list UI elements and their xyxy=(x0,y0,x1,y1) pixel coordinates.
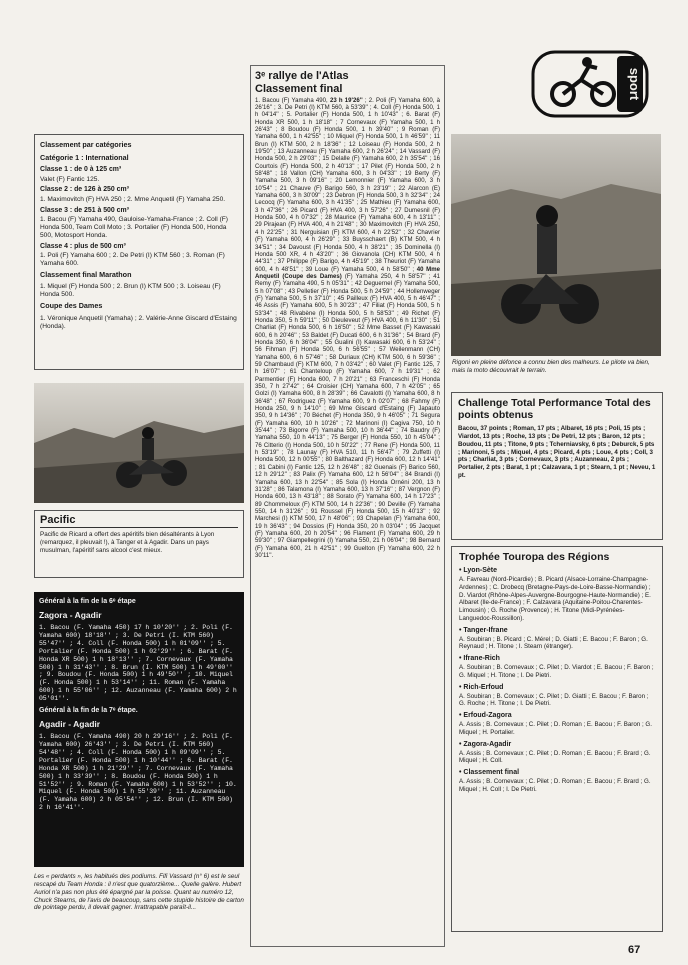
general-stage-6: Zagora - Agadir xyxy=(39,609,102,620)
class-text: 1. Bacou (F) Yamaha 490, Gauloise-Yamaha-France ; 2. Coll (F) Honda 500, Team Coll Moto ; 3. Portalier (F) Honda 500, Honda 500, Motosport Honda. xyxy=(40,215,229,239)
trophee-section-text: A. Assis ; B. Cornevaux ; C. Pilet ; D. Roman ; E. Bacou ; F. Baron ; G. Miquel ; H. Portalier. xyxy=(459,721,652,736)
trophee-section-text: A. Assis ; B. Cornevaux ; C. Pilet ; D. Roman ; E. Bacou ; F. Brard ; G. Miquel ; H. Coll. xyxy=(459,749,651,765)
categories-title: Classement par catégories xyxy=(40,140,132,149)
trophee-section-text: A. Assis ; B. Cornevaux ; C. Pilet ; D. Roman ; E. Bacou ; F. Brard ; G. Miquel ; H. Coll ; I. De Pietri. xyxy=(459,778,651,793)
trophee-section-head: • Ifrane-Rich xyxy=(459,655,500,662)
trophee-section-head: • Rich-Erfoud xyxy=(459,683,504,691)
sport-logo-text: sport xyxy=(627,67,642,101)
caption-right: Rigoni en pleine défonce a connu bien des malheurs. Le pilote va bien, mais la moto découvrait le terrain. xyxy=(452,359,650,374)
marathon-text: 1. Miquel (F) Honda 500 ; 2. Brun (I) KTM 500 ; 3. Loiseau (F) Honda 500. xyxy=(40,283,221,299)
class-head: Classe 3 : de 251 à 500 cm³ xyxy=(40,206,129,214)
page-number: 67 xyxy=(628,944,641,956)
caption-left: Les « perdants », les habitués des podiums. Fifi Vassard (n° 6) est le seul rescapé du Team Honda : il n'est que quatorzième... Quelle galère. Hubert Auriol n'a pas non plus été épargné par la poisse. Quant au numéro 12, Chuck Stearns, de l'avis de beaucoup, sans cette stupide histoire de carton de pointage perdu, il devait gagner. Irrattrapable paraît-il... xyxy=(34,873,244,912)
results-part: (F) Yamaha 250, 4 h 58'57'' ; 41 Remy (F) Yamaha 490, 5 h 05'31'' ; 42 Deguernel (F) Yamaha 500, 5 h 07'08'' ; 43 Pelletier (F) Honda 500, 5 h 24'59'' ; 44 Hollenweger (F) Yamaha 500, 5 h 37'10'' ; 45 Pailleux (F) HVA 400, 5 h 46'47'' ; 46 Assis (F) Yamaha 600, 5 h 30'23'' ; 47 Filiat (F) Honda 500, 5 h 53'34'' ; 48 Rivabène (I) Honda 500, 5 h 58'53'' ; 49 Richet (F) Honda 350, 5 h 59'11'' ; 50 Dieuleveut (F) HVA 400, 6 h 11'30'' ; 51 Charliat (F) Honda 500, 6 h 16'50'' ; 52 Mme Basset (F) Kawasaki 600, 6 h 20'46'' ; 53 Baldet (F) Ducati 600, 6 h 31'36'' ; 54 Brard (F) Honda 350, 6 h 36'04'' ; 55 Gualini (I) Kawasaki 600, 6 h 53'24'' ; 56 Fihman (F) Honda 500, 6 h 56'55'' ; 57 Weilenmann (CH) Yamaha 600, 6 h 57'46'' ; 58 Duriaux (CH) KTM 500, 6 h 59'36'' ; 59 Chambaud (F) KTM 600, 7 h 03'42'' ; 60 Valet (F) Fantic 125, 7 h 16'07'' ; 61 Chanteloup (F) Yamaha 600, 7 h 19'31'' ; 62 Parmentier (F) Honda 600, 7 h 20'21'' ; 63 Franceschi (F) Honda 350, 7 h 27'42'' ; 64 Croisier (CH) Yamaha 600, 7 h 42'05'' ; 65 Golzi (I) Yamaha 600, 8 h 28'39'' ; 66 Cavalotti (I) Yamaha 600, 8 h 36'48'' ; 67 Rodriguez (F) Yamaha 600, 9 h 02'07'' ; 68 Fahmy (F) Honda 250, 9 h 14'10'' ; 69 Mme Giscard d'Estaing (F) Japauto 350, 9 h 14'36'' ; 70 Béchet (F) Honda 350, 9 h 46'05'' ; 71 Segura (F) Yamaha 600, 10 h 10'26'' ; 72 Marinoni (I) Cagiva 750, 10 h 35'44'' ; 73 Bigorre (F) Yamaha 500, 10 h 36'44'' ; 74 Baudry (F) Yamaha 550, 10 h 44'13'' ; 75 Berger (F) Honda 550, 10 h 45'04'' ; 76 Citterio (I) Honda 500, 10 h 50'22'' ; 77 Rene (F) Honda 500, 11 h 53'19'' ; 78 Launay (F) HVA 510, 11 h 56'47'' ; 79 Zuffetti (I) Honda 500, 12 h 00'55'' ; 80 Balthazard (F) Honda 600, 12 h 14'41'' ; 81 Cabini (I) Fantic 125, 12 h 26'48'' ; 82 Guenais (F) Barico 560, 12 h 29'12'' ; 83 Palix (F) Yamaha 600, 12 h 56'04'' ; 84 Brandi (I) Yamaha 600, 13 h 22'54'' ; 85 Sola (I) Honda Ornéni 200, 13 h 31'28'' ; 86 Talamona (I) Yamaha 600, 13 h 37'16'' ; 87 Vergnon (F) Honda 600, 13 h 43'18'' ; 88 Sorato (F) Yamaha 600, 14 h 17'23'' ; 89 Chommeloux (F) KTM 500, 14 h 22'36'' ; 90 Deville (F) Yamaha 550, 14 h 31'26'' ; 91 Roussel (F) Honda 500, 15 h 40'13'' ; 92 Marchesi (I) KTM 500, 17 h 48'06'' ; 93 Chapelan (F) Yamaha 600, 19 h 36'43'' ; 94 Dossios (F) Honda 350, 20 h 03'04'' ; 95 Jacquet (F) Yamaha 600, 20 h 20'54'' ; 96 Flament (F) Yamaha 600, 29 h 59'30'' ; 97 Giampellegrini (I) Yamaha 550, 21 h 06'04'' ; 98 Bernard (F) Yamaha 600, 21 h 42'51'' ; 99 Guelton (F) Yamaha 600, 22 h 30'11''. xyxy=(255,273,441,559)
challenge-box xyxy=(451,392,663,540)
trophee-section-head: • Classement final xyxy=(459,769,520,776)
trophee-section-head: • Erfoud-Zagora xyxy=(459,712,512,719)
trophee-section-head: • Zagora-Agadir xyxy=(459,740,512,748)
trophee-section-text: A. Soubiran ; B. Cornevaux ; C. Pilet ; D. Viardot ; E. Bacou ; F. Baron ; G. Miquel ; H. Titone ; I. De Pietri. xyxy=(459,664,654,679)
dames-text: 1. Véronique Anquetil (Yamaha) ; 2. Valérie-Anne Giscard d'Estaing (Honda). xyxy=(40,314,237,330)
trophee-section-text: A. Favreau (Nord-Picardie) ; B. Picard (Alsace-Lorraine-Champagne-Ardennes) ; C. Drobecq (Bretagne-Pays-de-Loire-Basse-Normandie) ; D. Viardot (Rhône-Alpes-Auvergne-Bourgogne-Haute-Normandie) ; E. Albaret (Ile-de-France) ; F. Calzavara (Aquitaine-Poitou-Charentes-Limousin) ; G. Roche (Provence) ; H. Titone (Midi-Pyrénées-Languedoc-Roussillon). xyxy=(459,576,651,622)
general-title-7: Général à la fin de la 7ᵉ étape. xyxy=(39,707,138,715)
general-text-6: 1. Bacou (F. Yamaha 450) 17 h 10'20'' ; 2. Poli (F. Yamaha 600) 18'18'' ; 3. De Petri (I. KTM 560) 55'47'' ; 4. Coll (F. Honda 500) 1 h 01'09'' ; 5. Portalier (F. Honda 500) 1 h 02'29'' ; 6. Barat (F. Honda XR 500) 1 h 18'13'' ; 7. Cornevaux (F. Yamaha 500) 1 h 31'43'' ; 8. Brun (I. KTM 500) 1 h 49'00'' ; 9. Boudou (F. Honda 500) 1 h 49'50'' ; 10. Miquel (F. Honda 500) 1 h 53'14'' ; 11. Roman (F. Yamaha 600) 1 h 55'06'' ; 12. Auzanneau (F. Yamaha 600) 2 h 05'01''. xyxy=(39,623,237,703)
general-stage-7: Agadir - Agadir xyxy=(39,718,101,729)
rally-title: 3ᵉ rallye de l'Atlas xyxy=(255,70,349,82)
trophee-title: Trophée Touropa des Régions xyxy=(459,551,610,563)
results-part: 1. Bacou (F) Yamaha 490, xyxy=(255,97,330,104)
class-text: 1. Poli (F) Yamaha 600 ; 2. De Petri (I) KTM 560 ; 3. Roman (F) Yamaha 600. xyxy=(40,251,225,267)
sport-logo xyxy=(531,50,649,118)
winner-time: 23 h 19'26'' xyxy=(329,97,363,104)
categories-box xyxy=(34,134,244,370)
class-head: Classe 4 : plus de 500 cm³ xyxy=(40,242,126,250)
trophee-section-text: A. Soubiran ; B. Cornevaux ; C. Pilet ; D. Giatti ; E. Bacou ; F. Baron ; G. Roche ; H. Titone ; I. De Pietri. xyxy=(459,692,649,708)
photo-rider-left xyxy=(34,383,244,503)
rally-subtitle: Classement final xyxy=(255,82,343,95)
class-text: Valet (F) Fantic 125. xyxy=(40,175,100,183)
pacific-text: Pacific de Ricard a offert des apéritifs bien désaltérants à Lyon (remarquez, il pleuvait !), à Tanger et à Agadir. Dans un pays musulman, l'apéritif sans alcool c'est mieux. xyxy=(40,531,215,554)
trophee-section-head: • Lyon-Sète xyxy=(459,567,497,574)
dames-title: Coupe des Dames xyxy=(40,301,103,311)
pacific-title: Pacific xyxy=(40,514,238,528)
class-text: 1. Maximovitch (F) HVA 250 ; 2. Mme Anquetil (F) Yamaha 250. xyxy=(40,195,226,203)
pacific-box xyxy=(34,510,244,578)
coupe-dames-entry: 40 Mme Anquetil (Coupe des Dames) xyxy=(255,266,440,280)
trophee-section-head: • Tanger-Ifrane xyxy=(459,626,508,634)
challenge-text: Bacou, 37 points ; Roman, 17 pts ; Albaret, 16 pts ; Poli, 15 pts ; Viardot, 13 pts ; Roche, 13 pts ; De Petri, 12 pts ; Baron, 12 pts ; Boudou, 11 pts ; Titone, 9 pts ; Tcherniavsky, 6 pts ; Deburck, 5 pts ; Marinoni, 5 pts ; Miquel, 4 pts ; Picard, 4 pts ; Loue, 4 pts ; Coll, 3 pts ; Charliat, 3 pts ; Cornevaux, 3 pts ; Auzanneau, 2 pts ; Portalier, 2 pts ; Barat, 1 pt ; Calzavara, 1 pt ; Stearn, 1 pt ; Neveu, 1 pt. xyxy=(458,425,656,479)
marathon-title: Classement final Marathon xyxy=(40,269,132,279)
trophee-section-text: A. Soubiran ; B. Picard ; C. Mérel ; D. Giatti ; E. Bacou ; F. Baron ; G. Reynaud ; H. Titone ; I. Stearn (étranger). xyxy=(459,635,648,651)
general-title-6: Général à la fin de la 6ᵉ étape xyxy=(39,598,136,605)
general-standings-box xyxy=(34,592,244,867)
challenge-title: Challenge Total Performance Total des points obtenus xyxy=(458,397,651,422)
photo-rider-right xyxy=(451,134,661,356)
general-text-7: 1. Bacou (F. Yamaha 490) 20 h 29'16'' ; 2. Poli (F. Yamaha 600) 26'43'' ; 3. De Petri (I. KTM 560) 54'48'' ; 4. Coll (F. Honda 500) 1 h 09'09'' ; 5. Portalier (F. Honda 500) 1 h 10'44'' ; 6. Barat (F. Honda XR 500) 1 h 21'29'' ; 7. Cornevaux (F. Yamaha 500) 1 h 33'39'' ; 8. Boudou (F. Honda 500) 1 h 51'52'' ; 9. Roman (F. Yamaha 600) 1 h 53'52'' ; 10. Miquel (F. Honda 500) 1 h 55'39'' ; 11. Auzanneau (F. Yamaha 600) 2 h 05'54'' ; 12. Brun (I. KTM 500) 2 h 16'41''. xyxy=(39,733,237,812)
class-head: Classe 1 : de 0 à 125 cm³ xyxy=(40,166,122,174)
trophee-box xyxy=(451,546,663,932)
results-part: ; 2. Poli (F) Yamaha 600, à 26'16'' ; 3. De Petri (I) KTM 560, à 53'39'' ; 4. Coll (F) Honda 500, 1 h 04'14'' ; 5. Portalier (F) Honda 500, 1 h 10'43'' ; 6. Barat (F) Honda XR 500, 1 h 18'18'' ; 7 Cornevaux (F) Yamaha 500, 1 h 26'43'' ; 8 Boudou (F) Honda 500, 1 h 39'40'' ; 9 Roman (F) Yamaha 600, 1 h 42'55'' ; 10 Miquel (F) Honda 500, 1 h 46'59'' ; 11 Brun (I) KTM 500, 2 h 18'36'' ; 12 Loiseau (F) Honda 500, 2 h 19'50'' ; 13 Auzanneau (F) Yamaha 600, 2 h 26'24'' ; 14 Vassard (F) Honda 500, 2 h 29'03'' ; 15 Delalle (F) Yamaha 600, 2 h 35'54'' ; 16 Courtois (F) Honda 500, 2 h 40'13'' ; 17 Pilet (F) Honda 500, 2 h 58'48'' ; 18 Vallon (CH) Yamaha 600, 3 h 04'33'' ; 19 Berty (F) Yamaha 500, 3 h 09'16'' ; 20 Lemonnier (F) Yamaha 600, 3 h 10'54'' ; 21 Chauve (F) Barigo 560, 3 h 23'19'' ; 22 Alarcon (E) Yamaha 600, 3 h 30'09'' ; 23 Debron (F) Honda 500, 3 h 32'34'' ; 24 Lecocq (F) Yamaha 600, 3 h 41'35'' ; 25 Mathieu (F) Yamaha 600, 3 h 47'36'' ; 26 Picard (F) HVA 400, 3 h 57'26'' ; 27 Dumesnil (F) Honda 500, 4 h 07'32'' ; 28 Maurice (F) Yamaha 600, 4 h 13'11'' ; 29 Pirajean (F) HVA 400, 4 h 21'48'' ; 30 Maximovitch (F) HVA 250, 4 h 22'25'' ; 31 Nerguisian (F) KTM 600, 4 h 22'52'' ; 32 Chavrier (F) Yamaha 600, 4 h 26'29'' ; 33 Buysschaert (B) KTM 500, 4 h 34'51'' ; 34 Davoust (F) Honda 500, 4 h 38'21'' ; 35 Dominella (I) Honda 500 XR, 4 h 43'20'' ; 36 Giovanola (CH) KTM 500, 4 h 44'31'' ; 37 Philippe (F) Barigo, 4 h 45'19'' ; 38 Theuriot (F) Yamaha 600, 4 h 48'51'' ; 39 Loue (F) Yamaha 500, 4 h 58'50'' ; xyxy=(255,97,440,273)
rally-results xyxy=(250,65,445,947)
rally-results-text xyxy=(255,98,440,561)
categories-cat1: Catégorie 1 : International xyxy=(40,152,129,162)
class-head: Classe 2 : de 126 à 250 cm³ xyxy=(40,186,129,194)
